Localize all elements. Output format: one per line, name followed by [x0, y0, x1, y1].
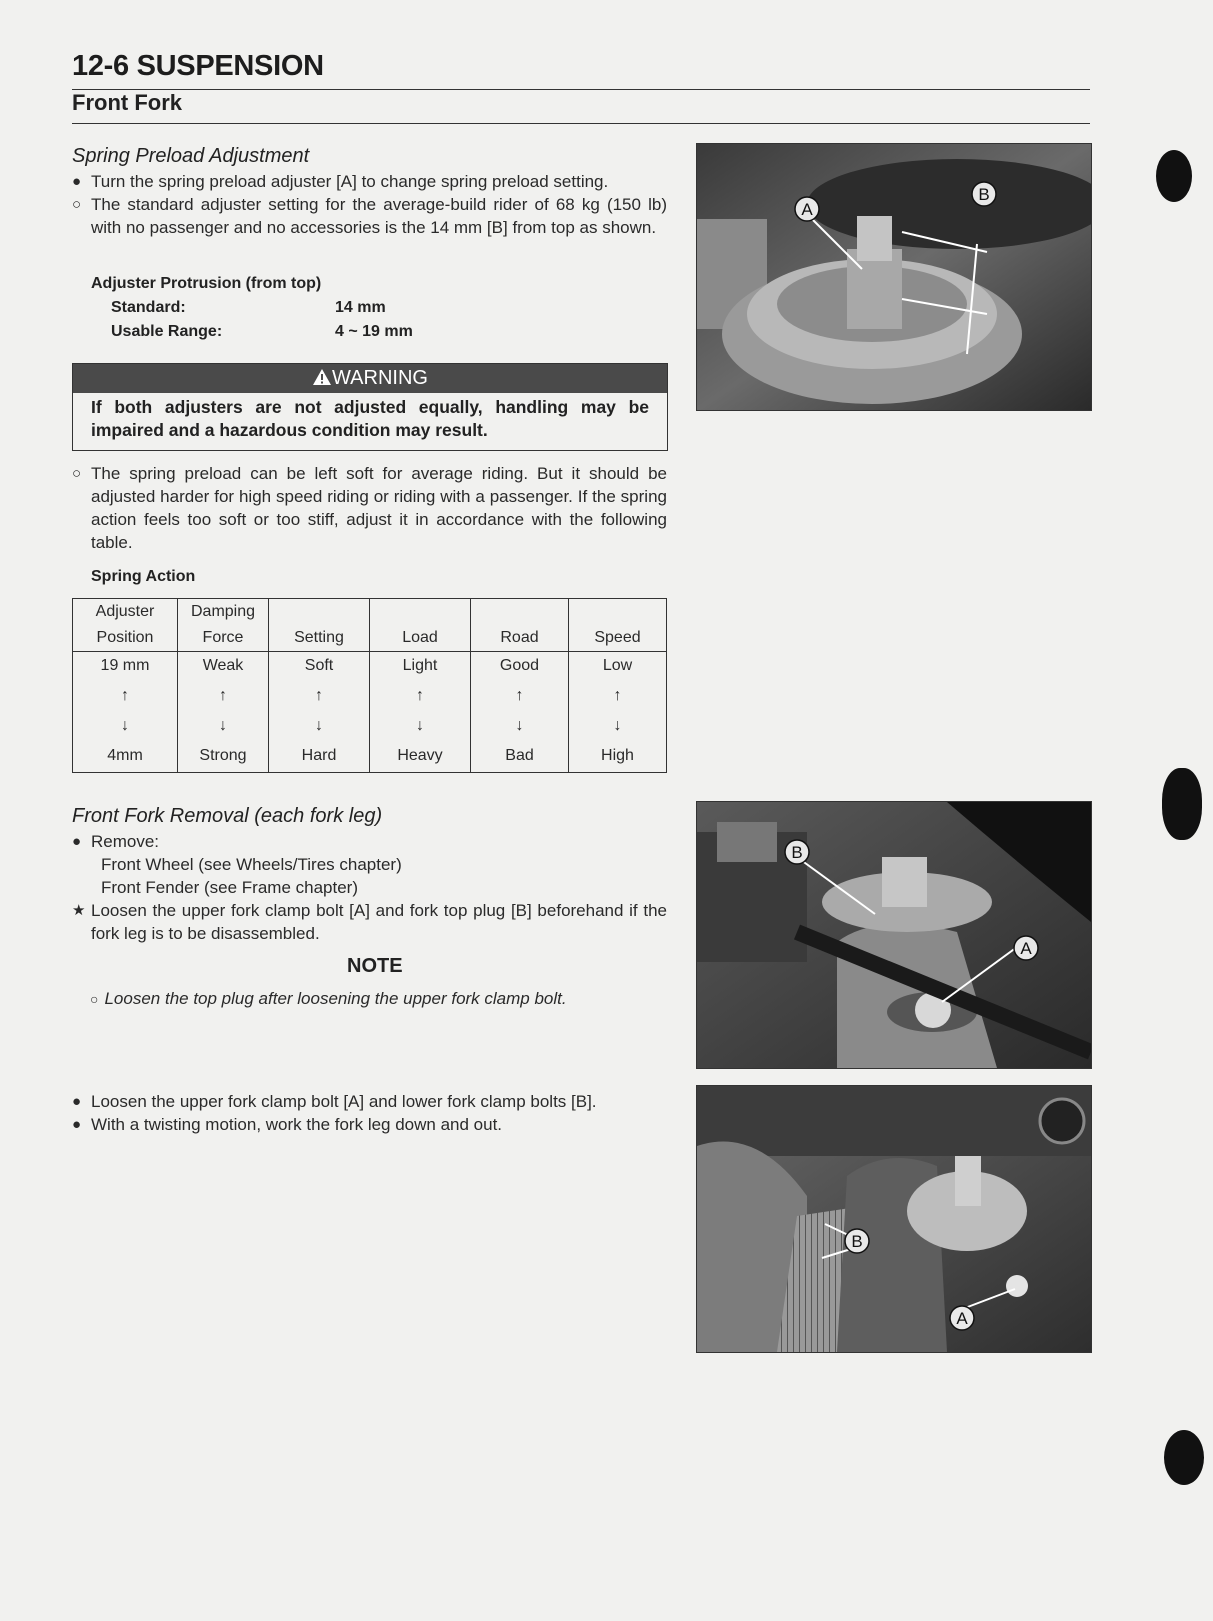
table-title: Spring Action	[91, 568, 196, 585]
photo-fork-clamp-bolts	[696, 1085, 1092, 1353]
callout-label: B	[851, 1232, 863, 1251]
bullet-text: Turn the spring preload adjuster [A] to change spring preload setting.	[91, 172, 609, 191]
header-rule-bottom	[72, 123, 1090, 124]
preload-bullet-2	[72, 193, 667, 239]
callout-a-icon	[1014, 936, 1038, 960]
callout-label: A	[956, 1309, 968, 1328]
step-text: With a twisting motion, work the fork leg down and out.	[91, 1115, 503, 1134]
spec-standard-value: 14 mm	[335, 299, 386, 316]
col-setting-header: Setting	[269, 599, 370, 652]
warning-label: WARNING	[332, 367, 428, 389]
spring-action-table	[72, 598, 667, 773]
callout-label: A	[1020, 939, 1032, 958]
callout-label: B	[791, 843, 803, 862]
callout-b-icon	[972, 182, 996, 206]
note-title: NOTE	[347, 955, 403, 977]
bullet-marker: ●	[72, 833, 82, 850]
table-row	[73, 652, 667, 773]
remove-item: Front Fender (see Frame chapter)	[101, 878, 358, 897]
photo-preload-adjuster	[696, 143, 1092, 411]
callout-label: A	[801, 200, 813, 219]
table-cell-setting: Soft ↑ ↓ Hard	[269, 652, 370, 773]
bullet-text: The standard adjuster setting for the average-build rider of 68 kg (150 lb) with no passenger and no accessories is the 14 mm [B] from top as shown.	[91, 195, 667, 237]
warning-box	[72, 363, 668, 451]
spec-range-label: Usable Range:	[111, 323, 223, 340]
star-marker: ★	[72, 902, 86, 919]
warning-text: If both adjusters are not adjusted equally, handling may be impaired and a hazardous condition may result.	[91, 397, 649, 440]
callout-b-icon	[785, 840, 809, 864]
col-load-header: Load	[370, 599, 471, 652]
preload-bullet-1	[72, 170, 667, 193]
warning-bar	[73, 364, 667, 393]
table-cell-adjuster: 19 mm ↑ ↓ 4mm	[73, 652, 178, 773]
table-cell-road: Good ↑ ↓ Bad	[471, 652, 569, 773]
note-text: Loosen the top plug after loosening the upper fork clamp bolt.	[104, 989, 567, 1008]
table-cell-damping: Weak ↑ ↓ Strong	[178, 652, 269, 773]
photo-fork-top-plug	[696, 801, 1092, 1069]
header-rule-top	[72, 89, 1090, 90]
table-header-row	[73, 599, 667, 652]
note-marker: ○	[90, 991, 99, 1007]
preload-note-bullet	[72, 462, 667, 554]
bullet-text: The spring preload can be left soft for average riding. But it should be adjusted harder for high speed riding or riding with a passenger. If the spring action feels too soft or too stiff, adjust it in accordance with the following table.	[91, 464, 667, 552]
table-cell-speed: Low ↑ ↓ High	[569, 652, 667, 773]
remove-bullet	[72, 830, 667, 853]
table-cell-load: Light ↑ ↓ Heavy	[370, 652, 471, 773]
warning-icon	[312, 368, 332, 386]
bullet-marker: ●	[72, 173, 82, 190]
bullet-marker: ●	[72, 1116, 82, 1133]
col-damping-header: Damping Force	[178, 599, 269, 652]
binder-hole	[1164, 1430, 1204, 1485]
star-text: Loosen the upper fork clamp bolt [A] and fork top plug [B] beforehand if the fork leg is to be disassembled.	[91, 901, 667, 943]
callout-b-icon	[845, 1229, 869, 1253]
removal-heading: Front Fork Removal (each fork leg)	[72, 805, 383, 827]
callout-a-icon	[950, 1306, 974, 1330]
callout-a-icon	[795, 197, 819, 221]
spec-title: Adjuster Protrusion (from top)	[91, 275, 322, 292]
binder-hole	[1162, 768, 1202, 840]
spec-range-value: 4 ~ 19 mm	[335, 323, 413, 340]
step-bullet	[72, 1113, 667, 1136]
bullet-marker: ○	[72, 465, 82, 482]
spec-standard-label: Standard:	[111, 299, 186, 316]
star-bullet	[72, 899, 667, 945]
step-text: Loosen the upper fork clamp bolt [A] and lower fork clamp bolts [B].	[91, 1092, 597, 1111]
col-adjuster-header: Adjuster Position	[73, 599, 178, 652]
col-road-header: Road	[471, 599, 569, 652]
note-line	[90, 987, 567, 1011]
bullet-marker: ○	[72, 196, 82, 213]
step-bullet	[72, 1090, 667, 1113]
preload-heading: Spring Preload Adjustment	[72, 145, 310, 167]
callout-label: B	[978, 185, 990, 204]
binder-hole	[1156, 150, 1192, 202]
col-speed-header: Speed	[569, 599, 667, 652]
remove-label: Remove:	[91, 832, 160, 851]
remove-item: Front Wheel (see Wheels/Tires chapter)	[101, 855, 402, 874]
page-title: Front Fork	[72, 90, 182, 115]
bullet-marker: ●	[72, 1093, 82, 1110]
section-heading: 12-6 SUSPENSION	[72, 50, 324, 82]
